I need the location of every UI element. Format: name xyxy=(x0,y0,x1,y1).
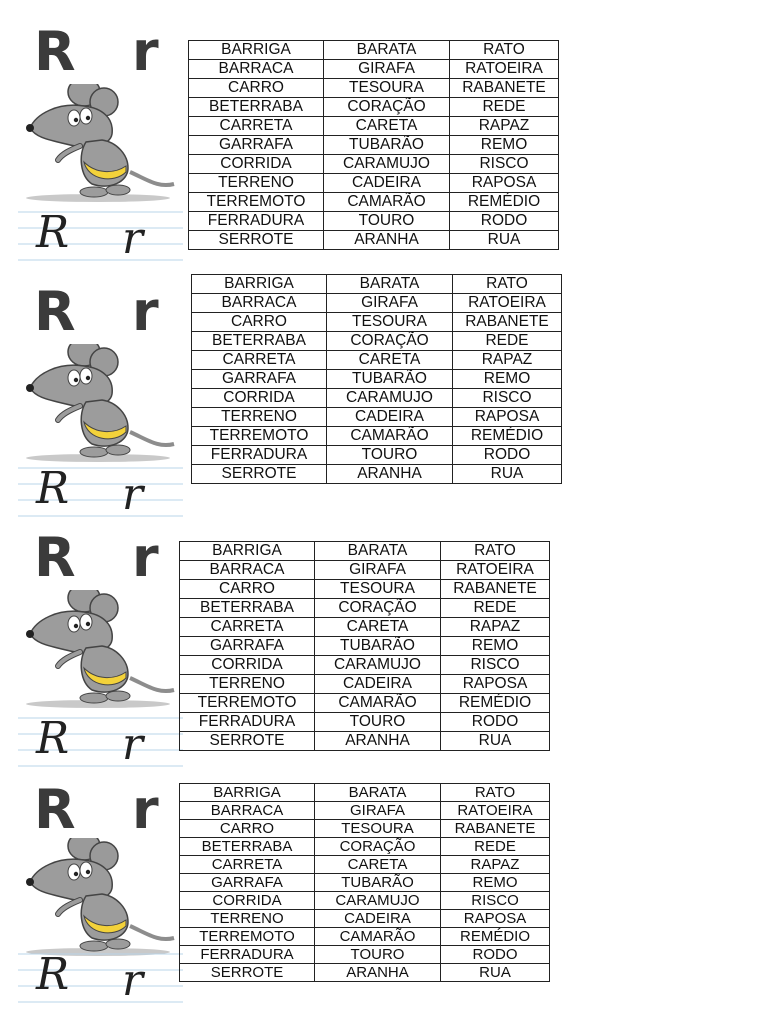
table-cell: ARANHA xyxy=(315,964,441,982)
table-cell: CORRIDA xyxy=(180,656,315,675)
table-cell: FERRADURA xyxy=(180,946,315,964)
table-cell: ARANHA xyxy=(324,231,450,250)
print-upper-r: R xyxy=(34,526,76,589)
print-lower-r: r xyxy=(132,778,159,841)
table-row xyxy=(192,408,562,427)
table-row xyxy=(189,136,559,155)
table-cell: BARRIGA xyxy=(189,41,324,60)
table-cell: TUBARÃO xyxy=(327,370,453,389)
table-cell: BARRACA xyxy=(189,60,324,79)
cursive-lower-r: r xyxy=(122,469,144,520)
table-cell: TUBARÃO xyxy=(324,136,450,155)
table-row xyxy=(180,732,550,751)
table-cell: SERROTE xyxy=(192,465,327,484)
table-cell: BARATA xyxy=(327,275,453,294)
print-letters xyxy=(18,526,180,589)
table-cell: REMÉDIO xyxy=(450,193,559,212)
table-cell: RATO xyxy=(441,542,550,561)
table-cell: GARRAFA xyxy=(189,136,324,155)
table-row xyxy=(180,580,550,599)
table-cell: REMÉDIO xyxy=(441,694,550,713)
table-row xyxy=(180,838,550,856)
table-cell: CARRETA xyxy=(189,117,324,136)
table-cell: CARRETA xyxy=(192,351,327,370)
table-row xyxy=(192,465,562,484)
table-cell: REMO xyxy=(450,136,559,155)
cursive-upper-r: R xyxy=(36,949,70,1000)
cursive-upper-r: R xyxy=(36,713,70,764)
print-lower-r: r xyxy=(132,280,159,343)
table-row xyxy=(180,784,550,802)
table-cell: CORRIDA xyxy=(189,155,324,174)
table-cell: CAMARÃO xyxy=(315,694,441,713)
table-cell: TESOURA xyxy=(315,580,441,599)
table-cell: CORAÇÃO xyxy=(324,98,450,117)
print-letters xyxy=(18,280,180,343)
table-cell: RISCO xyxy=(450,155,559,174)
table-cell: GIRAFA xyxy=(324,60,450,79)
table-cell: TUBARÃO xyxy=(315,874,441,892)
table-cell: RATOEIRA xyxy=(441,802,550,820)
table-cell: CARRETA xyxy=(180,618,315,637)
table-cell: SERROTE xyxy=(180,964,315,982)
table-cell: RODO xyxy=(450,212,559,231)
table-cell: TOURO xyxy=(327,446,453,465)
print-upper-r: R xyxy=(34,778,76,841)
table-row xyxy=(180,874,550,892)
table-cell: FERRADURA xyxy=(180,713,315,732)
table-cell: CORAÇÃO xyxy=(315,838,441,856)
table-cell: TERREMOTO xyxy=(180,694,315,713)
table-row xyxy=(192,389,562,408)
table-cell: TESOURA xyxy=(327,313,453,332)
table-row xyxy=(189,98,559,117)
table-row xyxy=(180,802,550,820)
word-table-body xyxy=(192,275,562,484)
table-cell: TERRENO xyxy=(180,675,315,694)
table-row xyxy=(192,313,562,332)
cursive-letters xyxy=(18,950,183,1006)
table-cell: TERREMOTO xyxy=(180,928,315,946)
table-cell: RABANETE xyxy=(441,580,550,599)
table-row xyxy=(180,542,550,561)
table-cell: RATO xyxy=(441,784,550,802)
table-cell: RISCO xyxy=(441,656,550,675)
table-cell: CARRO xyxy=(180,580,315,599)
table-cell: BETERRABA xyxy=(192,332,327,351)
print-lower-r: r xyxy=(132,20,159,83)
word-table xyxy=(179,783,550,982)
table-cell: CORAÇÃO xyxy=(315,599,441,618)
table-cell: CAMARÃO xyxy=(324,193,450,212)
table-cell: RAPOSA xyxy=(450,174,559,193)
cursive-lower-r: r xyxy=(122,955,144,1006)
table-row xyxy=(192,446,562,465)
table-cell: ARANHA xyxy=(327,465,453,484)
table-row xyxy=(189,60,559,79)
table-cell: BETERRABA xyxy=(180,599,315,618)
table-cell: RATOEIRA xyxy=(441,561,550,580)
word-table xyxy=(191,274,562,484)
table-cell: RAPAZ xyxy=(441,618,550,637)
table-row xyxy=(192,332,562,351)
word-table-body xyxy=(180,784,550,982)
table-cell: CARAMUJO xyxy=(327,389,453,408)
table-cell: TOURO xyxy=(315,946,441,964)
table-cell: CORAÇÃO xyxy=(327,332,453,351)
table-cell: TERRENO xyxy=(189,174,324,193)
table-row xyxy=(180,694,550,713)
word-table-body xyxy=(189,41,559,250)
table-row xyxy=(189,174,559,193)
table-row xyxy=(192,427,562,446)
table-cell: GIRAFA xyxy=(315,561,441,580)
table-cell: TOURO xyxy=(324,212,450,231)
table-cell: CARETA xyxy=(327,351,453,370)
table-cell: RAPOSA xyxy=(453,408,562,427)
table-cell: REMO xyxy=(441,874,550,892)
worksheet-block-1 xyxy=(0,0,768,262)
cursive-upper-r: R xyxy=(36,207,70,258)
table-cell: RISCO xyxy=(441,892,550,910)
table-cell: TESOURA xyxy=(324,79,450,98)
table-cell: CARETA xyxy=(315,618,441,637)
table-cell: RISCO xyxy=(453,389,562,408)
table-cell: CADEIRA xyxy=(315,910,441,928)
table-cell: TOURO xyxy=(315,713,441,732)
table-cell: TERREMOTO xyxy=(189,193,324,212)
table-row xyxy=(192,351,562,370)
table-cell: FERRADURA xyxy=(189,212,324,231)
mouse-illustration xyxy=(18,838,178,958)
table-cell: REMÉDIO xyxy=(453,427,562,446)
table-cell: SERROTE xyxy=(189,231,324,250)
print-letters xyxy=(18,778,180,841)
table-row xyxy=(189,231,559,250)
table-cell: CADEIRA xyxy=(327,408,453,427)
table-cell: RAPAZ xyxy=(441,856,550,874)
table-row xyxy=(180,892,550,910)
table-row xyxy=(180,599,550,618)
table-row xyxy=(180,910,550,928)
table-cell: SERROTE xyxy=(180,732,315,751)
table-cell: CARRO xyxy=(189,79,324,98)
table-cell: BARATA xyxy=(315,784,441,802)
table-row xyxy=(180,637,550,656)
table-cell: BARATA xyxy=(324,41,450,60)
table-cell: RAPAZ xyxy=(450,117,559,136)
table-cell: BARRIGA xyxy=(192,275,327,294)
cursive-letters xyxy=(18,464,183,520)
table-cell: RUA xyxy=(453,465,562,484)
print-upper-r: R xyxy=(34,20,76,83)
table-row xyxy=(189,41,559,60)
cursive-letters xyxy=(18,714,183,770)
table-cell: CORRIDA xyxy=(192,389,327,408)
table-cell: CARAMUJO xyxy=(315,892,441,910)
print-upper-r: R xyxy=(34,280,76,343)
mouse-illustration xyxy=(18,590,178,710)
table-row xyxy=(180,820,550,838)
table-cell: BETERRABA xyxy=(180,838,315,856)
table-cell: CADEIRA xyxy=(315,675,441,694)
table-cell: REMO xyxy=(441,637,550,656)
table-row xyxy=(192,275,562,294)
table-cell: REDE xyxy=(453,332,562,351)
table-row xyxy=(192,294,562,313)
table-cell: RUA xyxy=(450,231,559,250)
table-cell: BARRACA xyxy=(180,802,315,820)
table-cell: TESOURA xyxy=(315,820,441,838)
table-cell: ARANHA xyxy=(315,732,441,751)
table-row xyxy=(189,79,559,98)
table-row xyxy=(189,212,559,231)
table-cell: GARRAFA xyxy=(192,370,327,389)
table-row xyxy=(180,964,550,982)
table-cell: RODO xyxy=(441,946,550,964)
table-cell: BARRIGA xyxy=(180,784,315,802)
table-cell: REDE xyxy=(450,98,559,117)
table-cell: GIRAFA xyxy=(315,802,441,820)
table-row xyxy=(180,618,550,637)
table-cell: CARETA xyxy=(324,117,450,136)
table-row xyxy=(189,193,559,212)
table-cell: RATOEIRA xyxy=(450,60,559,79)
table-cell: CADEIRA xyxy=(324,174,450,193)
mouse-illustration xyxy=(18,344,178,464)
table-cell: BARRIGA xyxy=(180,542,315,561)
table-cell: REMÉDIO xyxy=(441,928,550,946)
table-row xyxy=(180,656,550,675)
table-cell: TERRENO xyxy=(180,910,315,928)
table-cell: GARRAFA xyxy=(180,874,315,892)
table-cell: BARRACA xyxy=(192,294,327,313)
table-row xyxy=(192,370,562,389)
table-cell: RAPOSA xyxy=(441,675,550,694)
table-cell: TERRENO xyxy=(192,408,327,427)
table-cell: RUA xyxy=(441,964,550,982)
print-letters xyxy=(18,20,180,83)
table-cell: RUA xyxy=(441,732,550,751)
table-cell: RABANETE xyxy=(450,79,559,98)
cursive-lower-r: r xyxy=(122,213,144,264)
table-cell: RABANETE xyxy=(441,820,550,838)
table-cell: CARRO xyxy=(192,313,327,332)
cursive-lower-r: r xyxy=(122,719,144,770)
table-cell: REDE xyxy=(441,599,550,618)
word-table xyxy=(179,541,550,751)
table-cell: CARETA xyxy=(315,856,441,874)
table-cell: BARATA xyxy=(315,542,441,561)
letter-panel xyxy=(18,280,180,522)
print-lower-r: r xyxy=(132,526,159,589)
table-cell: CORRIDA xyxy=(180,892,315,910)
table-row xyxy=(180,561,550,580)
table-cell: BETERRABA xyxy=(189,98,324,117)
table-cell: CAMARÃO xyxy=(315,928,441,946)
table-cell: CARRO xyxy=(180,820,315,838)
table-cell: REDE xyxy=(441,838,550,856)
table-cell: CARRETA xyxy=(180,856,315,874)
letter-panel xyxy=(18,20,180,264)
table-row xyxy=(180,946,550,964)
table-cell: RABANETE xyxy=(453,313,562,332)
table-cell: FERRADURA xyxy=(192,446,327,465)
worksheet-block-2 xyxy=(0,262,768,524)
table-cell: CAMARÃO xyxy=(327,427,453,446)
table-cell: TUBARÃO xyxy=(315,637,441,656)
table-row xyxy=(180,713,550,732)
word-table xyxy=(188,40,559,250)
word-table-body xyxy=(180,542,550,751)
table-cell: CARAMUJO xyxy=(315,656,441,675)
table-row xyxy=(180,675,550,694)
worksheet-block-3 xyxy=(0,524,768,774)
table-cell: GIRAFA xyxy=(327,294,453,313)
table-row xyxy=(189,117,559,136)
table-cell: CARAMUJO xyxy=(324,155,450,174)
table-row xyxy=(180,856,550,874)
table-cell: RATO xyxy=(453,275,562,294)
cursive-upper-r: R xyxy=(36,463,70,514)
table-cell: TERREMOTO xyxy=(192,427,327,446)
table-cell: GARRAFA xyxy=(180,637,315,656)
cursive-letters xyxy=(18,208,183,264)
table-cell: RATO xyxy=(450,41,559,60)
table-row xyxy=(189,155,559,174)
table-cell: BARRACA xyxy=(180,561,315,580)
letter-panel xyxy=(18,778,180,1016)
table-cell: RAPOSA xyxy=(441,910,550,928)
table-cell: RODO xyxy=(453,446,562,465)
table-cell: RATOEIRA xyxy=(453,294,562,313)
table-cell: RAPAZ xyxy=(453,351,562,370)
table-cell: RODO xyxy=(441,713,550,732)
worksheet-block-4 xyxy=(0,774,768,1024)
letter-panel xyxy=(18,526,180,770)
table-row xyxy=(180,928,550,946)
table-cell: REMO xyxy=(453,370,562,389)
mouse-illustration xyxy=(18,84,178,204)
